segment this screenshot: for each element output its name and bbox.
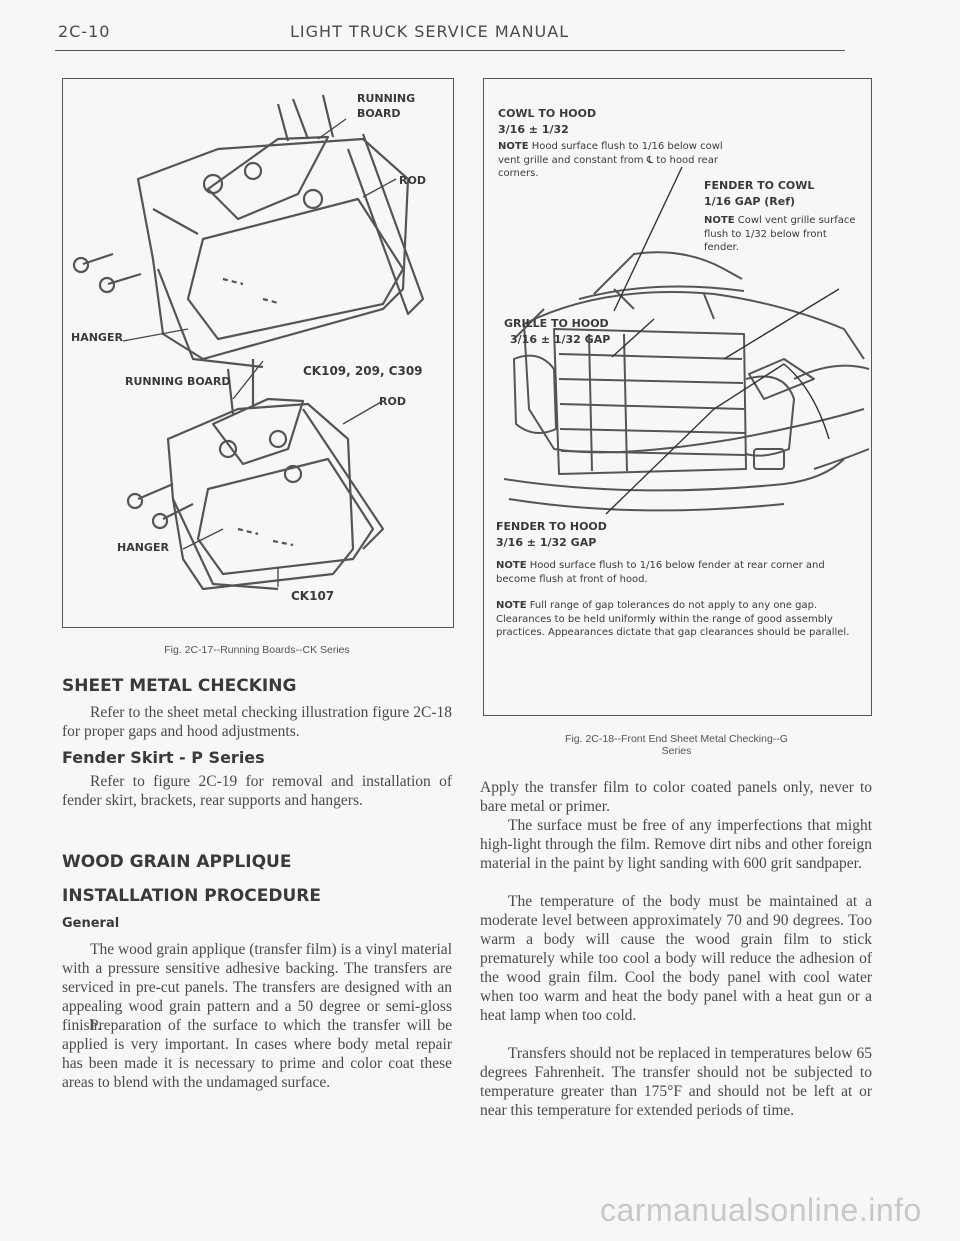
page-header-title: LIGHT TRUCK SERVICE MANUAL xyxy=(290,22,570,41)
paragraph-general-2: Preparation of the surface to which the transfer will be applied is very important. In cases where body metal repair has been made it is necessary to prime and color coat these areas to blend with the undamaged surface. xyxy=(62,1017,452,1091)
label-grille-to-hood: GRILLE TO HOOD xyxy=(504,317,609,330)
label-models-top: CK109, 209, C309 xyxy=(303,364,423,378)
note-fender-to-cowl xyxy=(704,214,859,255)
header-rule xyxy=(55,50,845,51)
label-fender-to-hood: FENDER TO HOOD xyxy=(496,520,607,533)
note-text: Full range of gap tolerances do not apply to any one gap. Clearances to be held uniformly within the range of good assembly practices. Appearances dictate that gap clearances should be parallel. xyxy=(496,600,850,638)
note-text: Hood surface flush to 1/16 below cowl vent grille and constant from ℄ to hood rear corners. xyxy=(498,141,723,179)
fig-2c18-caption-line2: Series xyxy=(661,745,692,757)
note-cowl-to-hood xyxy=(498,140,738,181)
paragraph-right-4: Transfers should not be replaced in temperatures below 65 degrees Fahrenheit. The transfer should not be subjected to temperature greater than 175°F and should not be left at or near this temperature for extended periods of time. xyxy=(480,1045,872,1119)
label-fender-to-hood-gap: 3/16 ± 1/32 GAP xyxy=(496,536,597,549)
heading-installation-procedure: INSTALLATION PROCEDURE xyxy=(62,886,321,906)
note-text: Cowl vent grille surface flush to 1/32 below front fender. xyxy=(704,215,856,253)
paragraph-right-3: The temperature of the body must be maintained at a moderate level between approximately 70 and 90 degrees. Too warm a body will cause the wood grain film to stick prematurely while too cool a body will reduce the adhesion of the wood grain film. Cool the body panel with cool water when too warm and heat the body panel with a heat gun or a heat lamp when too cold. xyxy=(480,893,872,1024)
paragraph-general-1: The wood grain applique (transfer film) is a vinyl material with a pressure sensitive adhesive backing. The transfers are serviced in pre-cut panels. The transfers are designed with an appealing wood grain pattern and a 50 degree or semi-gloss finish. xyxy=(62,941,452,1034)
note-text: Hood surface flush to 1/16 below fender at rear corner and become flush at front of hood. xyxy=(496,560,825,585)
heading-general: General xyxy=(62,916,120,931)
label-cowl-to-hood: COWL TO HOOD xyxy=(498,107,597,120)
note-label: NOTE xyxy=(496,600,527,611)
paragraph-fender-skirt: Refer to figure 2C-19 for removal and installation of fender skirt, brackets, rear supports and hangers. xyxy=(62,773,452,809)
label-rod-top: ROD xyxy=(399,174,426,187)
page-number: 2C-10 xyxy=(58,22,111,41)
heading-sheet-metal-checking: SHEET METAL CHECKING xyxy=(62,676,297,696)
label-fender-to-cowl: FENDER TO COWL xyxy=(704,179,815,192)
fig-2c18-frame xyxy=(483,78,872,716)
label-running-board-top: RUNNING BOARD xyxy=(357,92,416,120)
fig-2c18-caption-line1: Fig. 2C-18--Front End Sheet Metal Checking--G xyxy=(565,733,788,745)
note-label: NOTE xyxy=(498,141,529,152)
fig-2c18-caption xyxy=(483,733,870,757)
label-models-bottom: CK107 xyxy=(291,589,335,603)
label-running-board-bottom: RUNNING BOARD xyxy=(125,375,231,388)
paragraph-right-2: The surface must be free of any imperfections that might high-light through the film. Remove dirt nibs and other foreign material in the paint by light sanding with 600 grit sandpaper. xyxy=(480,817,872,872)
label-cowl-to-hood-gap: 3/16 ± 1/32 xyxy=(498,123,569,136)
label-grille-to-hood-gap: 3/16 ± 1/32 GAP xyxy=(510,333,611,346)
watermark: carmanualsonline.info xyxy=(600,1192,922,1228)
heading-wood-grain-applique: WOOD GRAIN APPLIQUE xyxy=(62,852,292,872)
label-rod-bottom: ROD xyxy=(379,395,406,408)
paragraph-right-1: Apply the transfer film to color coated panels only, never to bare metal or primer. xyxy=(480,779,872,815)
paragraph-sheet-metal: Refer to the sheet metal checking illustration figure 2C-18 for proper gaps and hood adjustments. xyxy=(62,704,452,740)
fig-2c17-caption: Fig. 2C-17--Running Boards--CK Series xyxy=(164,644,350,656)
note-label: NOTE xyxy=(704,215,735,226)
label-hanger-bottom: HANGER xyxy=(117,541,169,554)
note-gap-tolerances xyxy=(496,599,851,640)
note-label: NOTE xyxy=(496,560,527,571)
heading-fender-skirt: Fender Skirt - P Series xyxy=(62,748,265,767)
fig-2c17-frame xyxy=(62,78,454,628)
label-fender-to-cowl-gap: 1/16 GAP (Ref) xyxy=(704,195,796,208)
label-hanger-top: HANGER xyxy=(71,331,123,344)
note-fender-to-hood xyxy=(496,559,861,586)
